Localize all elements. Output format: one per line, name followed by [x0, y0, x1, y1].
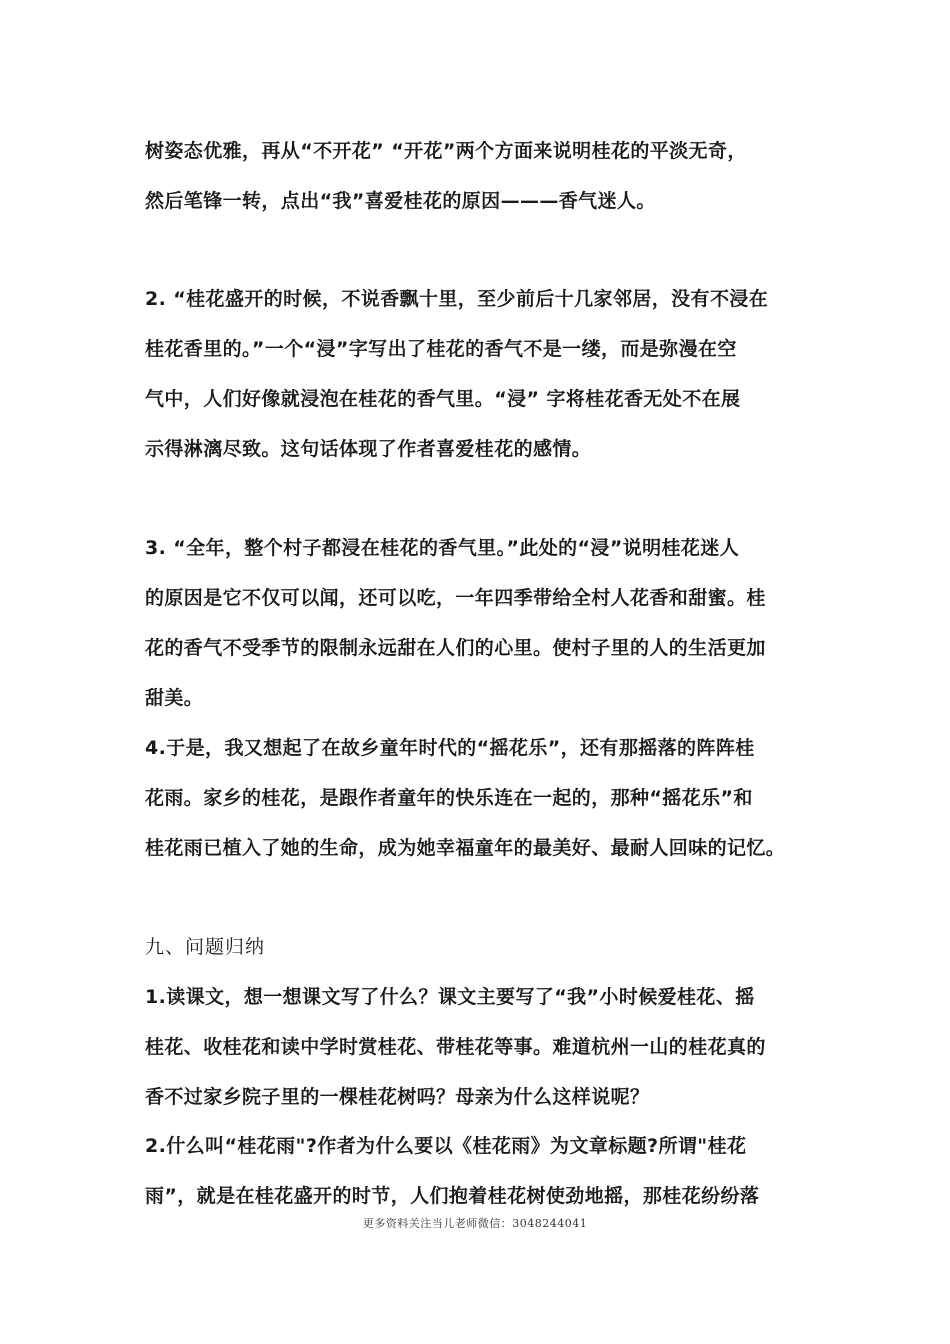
footer-note: 更多资料关注当儿老师微信：3048244041	[362, 1217, 588, 1230]
item-3-line-1: 3. “全年，整个村子都浸在桂花的香气里。”此处的“浸”说明桂花迷人	[145, 537, 740, 559]
item-3-line-4: 甜美。	[145, 687, 204, 709]
item-4-line-1: 4.于是，我又想起了在故乡童年时代的“摇花乐”，还有那摇落的阵阵桂	[145, 737, 755, 759]
intro-line-2: 然后笔锋一转，点出“我”喜爱桂花的原因———香气迷人。	[145, 190, 656, 212]
q2-line-1: 2.什么叫“桂花雨"?作者为什么要以《桂花雨》为文章标题?所谓"桂花	[145, 1135, 747, 1157]
item-2-line-3: 气中，人们好像就浸泡在桂花的香气里。“浸” 字将桂花香无处不在展	[145, 388, 741, 410]
item-2-line-2: 桂花香里的。”一个“浸”字写出了桂花的香气不是一缕，而是弥漫在空	[145, 338, 737, 360]
q2-line-2: 雨”，就是在桂花盛开的时节，人们抱着桂花树使劲地摇，那桂花纷纷落	[145, 1185, 760, 1207]
item-2-line-4: 示得淋漓尽致。这句话体现了作者喜爱桂花的感情。	[145, 438, 592, 460]
section-9-heading: 九、问题归纳	[145, 936, 266, 958]
q1-line-2: 桂花、收桂花和读中学时赏桂花、带桂花等事。难道杭州一山的桂花真的	[145, 1036, 766, 1058]
item-2-line-1: 2. “桂花盛开的时候，不说香飘十里，至少前后十几家邻居，没有不浸在	[145, 288, 769, 310]
item-4-line-3: 桂花雨已植入了她的生命，成为她幸福童年的最美好、最耐人回味的记忆。	[145, 837, 786, 859]
item-4-line-2: 花雨。家乡的桂花，是跟作者童年的快乐连在一起的，那种“摇花乐”和	[145, 787, 753, 809]
q1-line-1: 1.读课文，想一想课文写了什么？课文主要写了“我”小时候爱桂花、摇	[145, 986, 755, 1008]
item-3-line-2: 的原因是它不仅可以闻，还可以吃，一年四季带给全村人花香和甜蜜。桂	[145, 587, 766, 609]
q1-line-3: 香不过家乡院子里的一棵桂花树吗？母亲为什么这样说呢？	[145, 1086, 650, 1108]
item-3-line-3: 花的香气不受季节的限制永远甜在人们的心里。使村子里的人的生活更加	[145, 637, 766, 659]
intro-line-1: 树姿态优雅，再从“不开花” “开花”两个方面来说明桂花的平淡无奇，	[145, 140, 747, 162]
